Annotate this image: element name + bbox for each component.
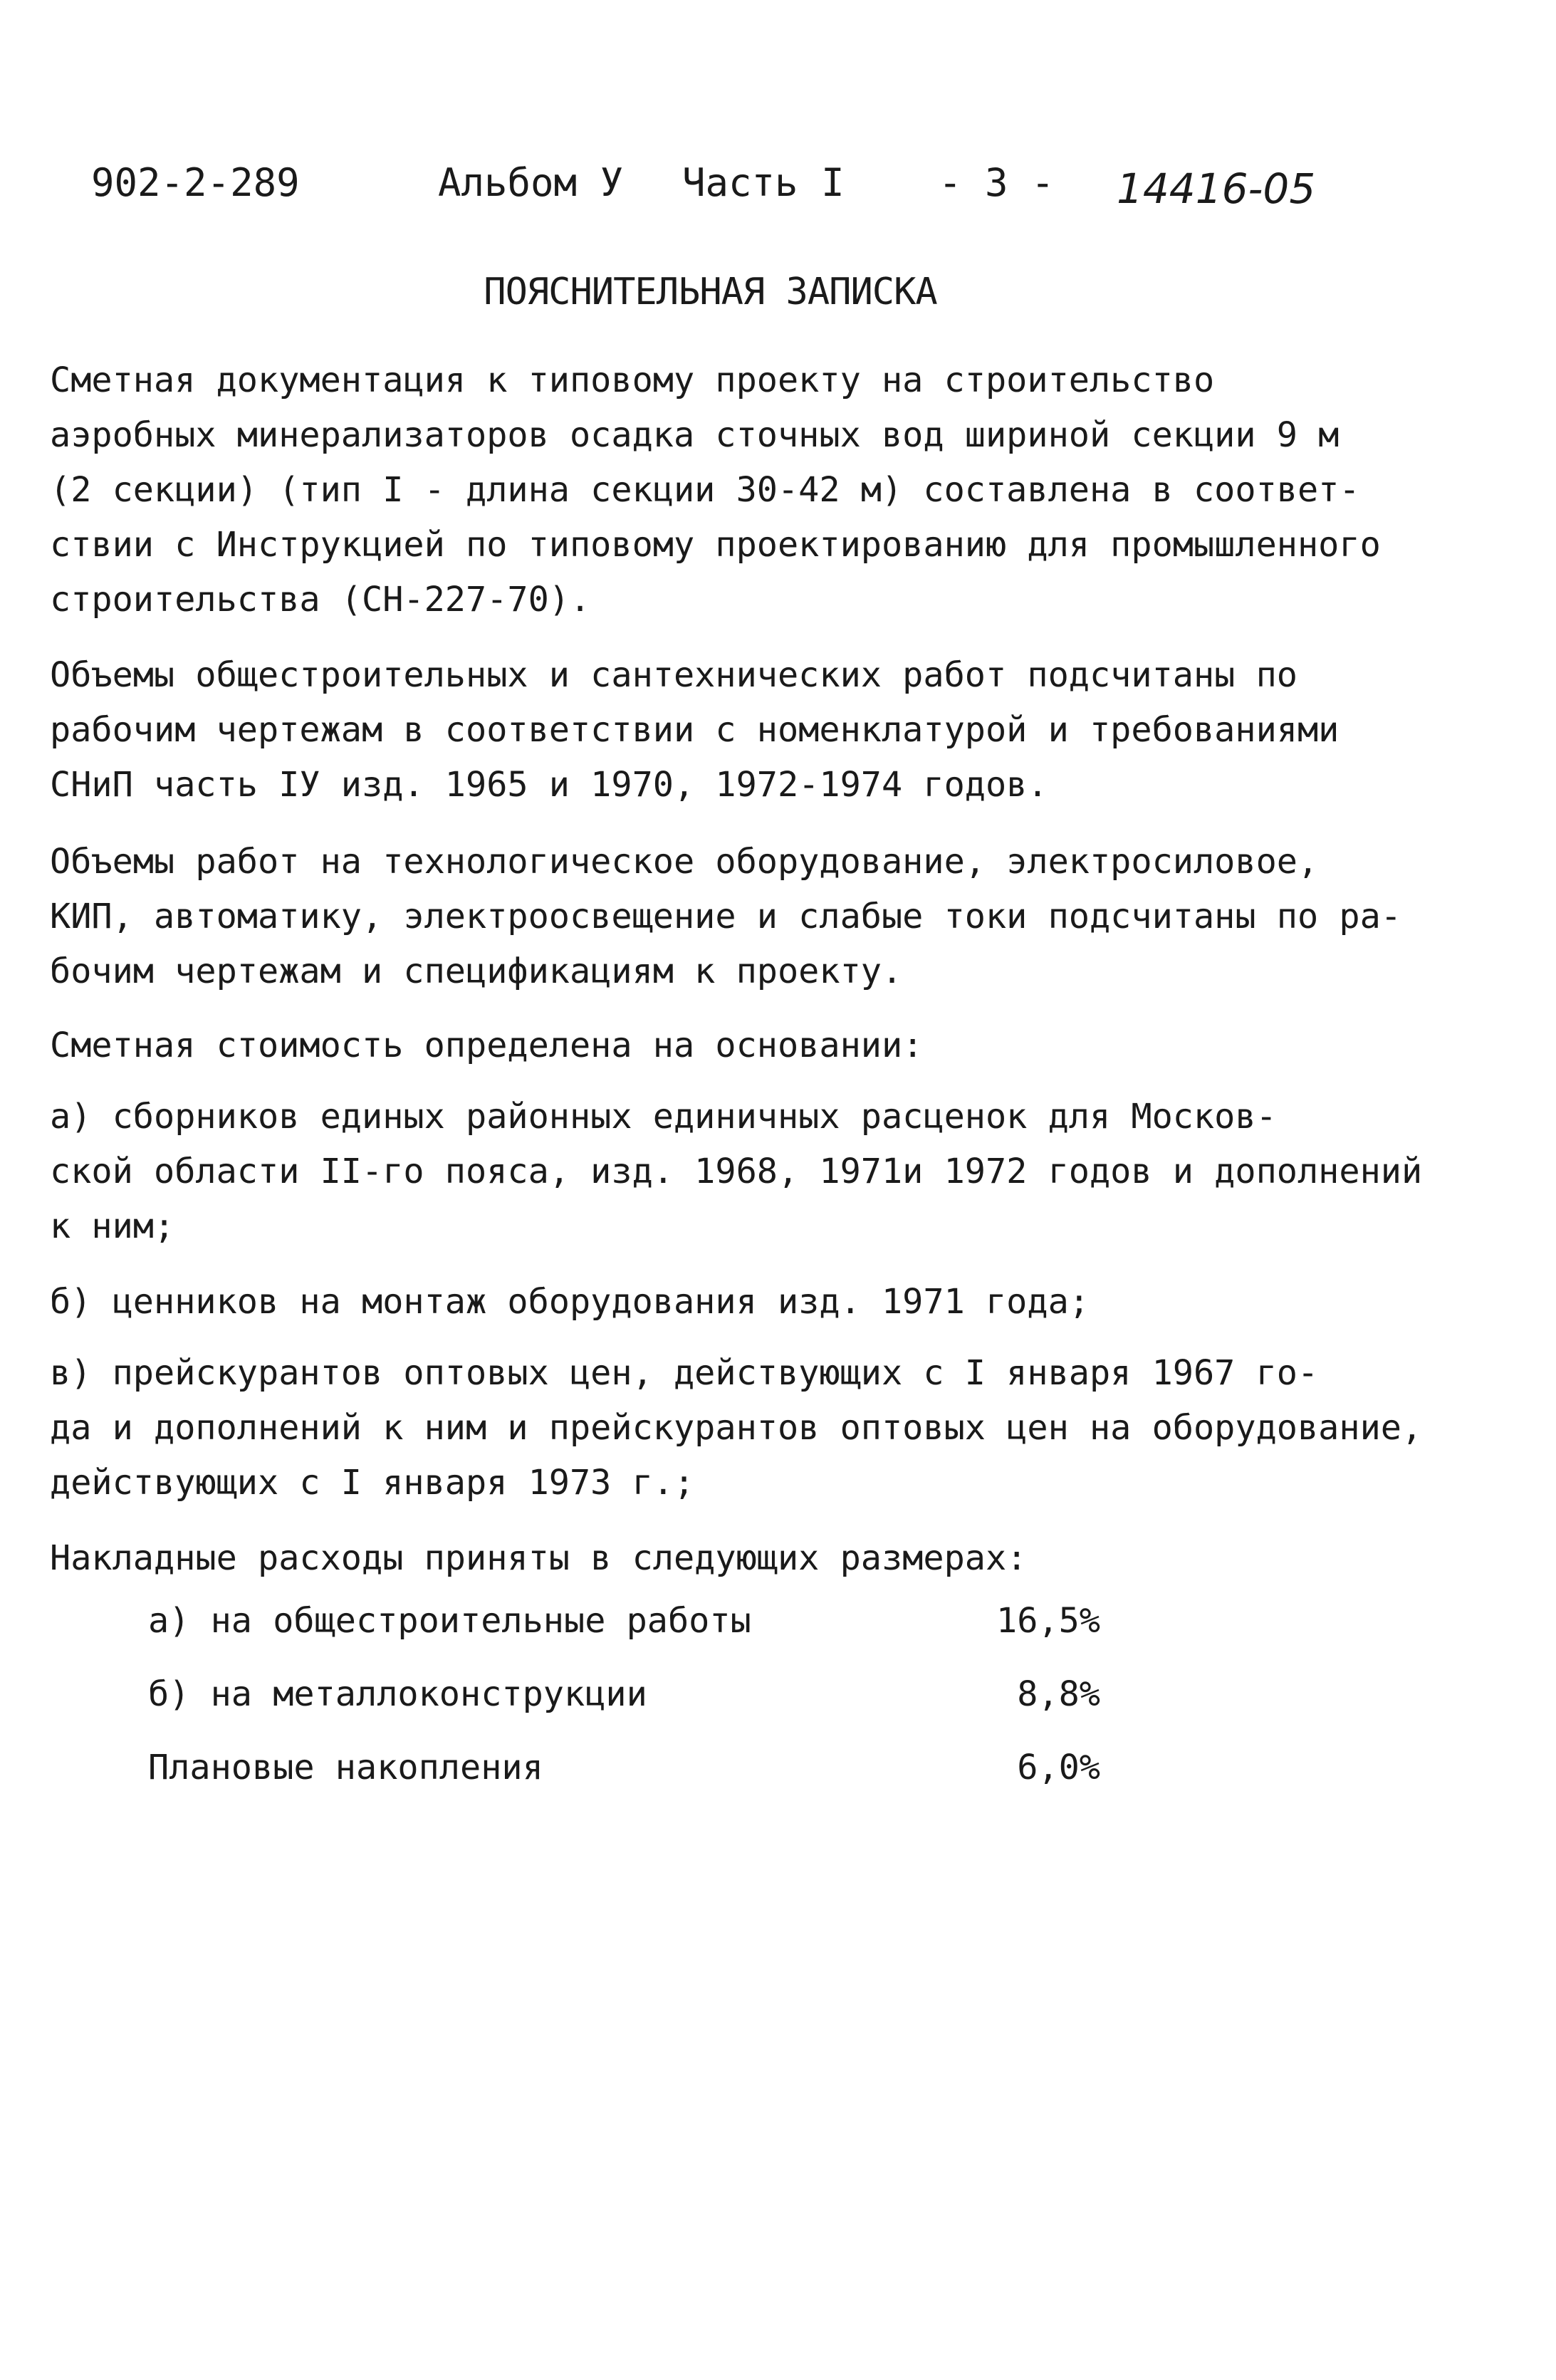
rate-label: Плановые накопления bbox=[148, 1748, 543, 1787]
album-label: Альбом У bbox=[438, 160, 624, 205]
handwritten-document-number: 14416-05 bbox=[1117, 165, 1316, 213]
part-label: Часть I bbox=[682, 160, 845, 205]
paragraph-cost-basis: Сметная стоимость определена на основании: bbox=[50, 1025, 924, 1065]
rate-row bbox=[0, 1601, 1556, 1665]
rate-label: б) на металлоконструкции bbox=[148, 1674, 647, 1714]
rate-row bbox=[0, 1748, 1556, 1812]
rate-label: а) на общестроительные работы bbox=[148, 1601, 751, 1641]
rate-value: 6,0% bbox=[1017, 1748, 1100, 1787]
paragraph-overhead: Накладные расходы приняты в следующих размерах: bbox=[50, 1538, 1028, 1578]
list-item-c: в) прейскурантов оптовых цен, действующих с I января 1967 го- да и дополнений к ним и прейскурантов оптовых цен на оборудование, действующих с I января 1973 г.; bbox=[50, 1353, 1423, 1503]
page-header bbox=[0, 160, 1556, 217]
paragraph-construction-volumes: Объемы общестроительных и сантехнических работ подсчитаны по рабочим чертежам в соответствии с номенклатурой и требованиями СНиП часть IУ изд. 1965 и 1970, 1972-1974 годов. bbox=[50, 655, 1340, 805]
rate-value: 16,5% bbox=[996, 1601, 1100, 1641]
list-item-b: б) ценников на монтаж оборудования изд. 1971 года; bbox=[50, 1282, 1090, 1322]
rate-value: 8,8% bbox=[1017, 1674, 1100, 1714]
document-title-text: ПОЯСНИТЕЛЬНАЯ ЗАПИСКА bbox=[484, 271, 937, 313]
paragraph-intro: Сметная документация к типовому проекту на строительство аэробных минерализаторов осадка сточных вод шириной секции 9 м (2 секции) (тип I - длина секции 30-42 м) составлена в соответ- ствии с Инструкцией по типовому проектированию для промышленного строительства (СН-227-70). bbox=[50, 360, 1381, 620]
rate-row bbox=[0, 1674, 1556, 1738]
document-title bbox=[0, 271, 1556, 313]
project-code: 902-2-289 bbox=[91, 160, 300, 205]
list-item-a: а) сборников единых районных единичных расценок для Москов- ской области II-го пояса, изд. 1968, 1971и 1972 годов и дополнений к ним; bbox=[50, 1097, 1423, 1246]
paragraph-equipment-volumes: Объемы работ на технологическое оборудование, электросиловое, КИП, автоматику, электроосвещение и слабые токи подсчитаны по ра- бочим чертежам и спецификациям к проекту. bbox=[50, 842, 1401, 991]
page-number: - 3 - bbox=[939, 160, 1055, 205]
